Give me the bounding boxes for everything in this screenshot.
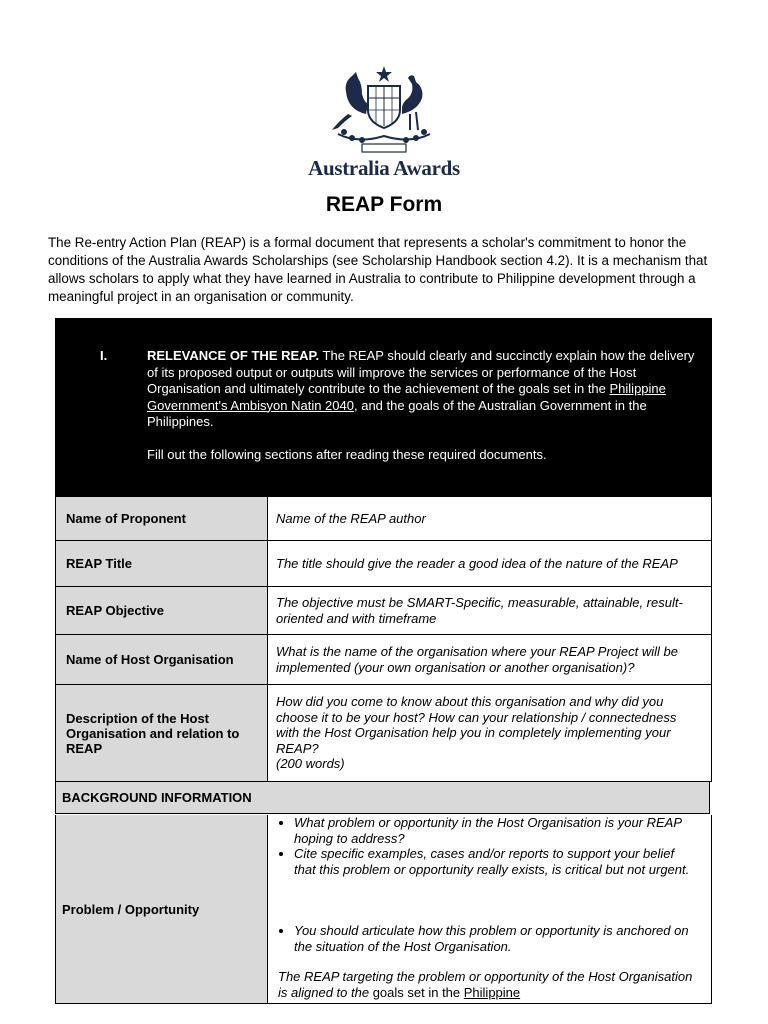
section-text-before-link: The REAP should clearly and succinctly explain how the delivery of its proposed output or outputs will improve the services or performance of the Host Organisation and ultimately contribute to the achievement of the goals set in the	[147, 348, 695, 396]
bullet-item: • You should articulate how this problem or opportunity is anchored on the situation of the Host Organisation.	[294, 923, 694, 954]
section-description	[147, 348, 707, 431]
row-value[interactable]: The title should give the reader a good idea of the nature of the REAP	[276, 555, 678, 571]
row-value[interactable]	[268, 815, 711, 1003]
section-number: I.	[100, 348, 108, 363]
row-label: Name of Host Organisation	[56, 635, 268, 684]
intro-paragraph: The Re-entry Action Plan (REAP) is a formal document that represents a scholar's commitment to honor the conditions of the Australia Awards Scholarships (see Scholarship Handbook section 4.2). It is a mechanism that allows scholars to apply what they have learned in Australia to contribute to Philippine development through a meaningful project in an organisation or community.	[48, 235, 708, 304]
section-text-after-link: , and the goals of the Australian Government in the Philippines.	[147, 397, 647, 429]
guidance-bullets	[268, 815, 694, 877]
form-title: REAP Form	[325, 193, 443, 216]
section-header	[55, 318, 712, 497]
form-row-objective	[55, 587, 712, 635]
form-row-proponent	[55, 497, 712, 541]
row-value[interactable]: What is the name of the organisation where your REAP Project will be implemented (your own organisation or another organisation)?	[276, 644, 678, 675]
row-label: REAP Title	[56, 541, 268, 586]
row-label: Problem / Opportunity	[56, 815, 268, 1003]
alignment-normal-text: goals set in the	[369, 984, 464, 1000]
row-value[interactable]	[268, 685, 711, 781]
row-label: Name of Proponent	[56, 497, 268, 540]
row-value-text: How did you come to know about this organisation and why did you choose it to be your host? How can your relationship / connectedness with the Host Organisation help you in completely implementing your REAP?	[276, 694, 677, 756]
alignment-paragraph	[278, 969, 698, 1000]
section-heading: RELEVANCE OF THE REAP.	[147, 348, 320, 363]
bullet-item: • Cite specific examples, cases and/or reports to support your belief that this problem or opportunity really exists, is critical but not urgent.	[294, 846, 694, 877]
coat-of-arms-logo	[318, 64, 450, 156]
row-label: Description of the Host Organisation and relation to REAP	[56, 685, 268, 781]
background-information-heading: BACKGROUND INFORMATION	[55, 782, 710, 814]
guidance-bullets	[268, 923, 694, 954]
ambisyon-natin-link[interactable]: Philippine Government's Ambisyon Natin 2040	[147, 381, 666, 413]
brand-wordmark: Australia Awards	[308, 156, 460, 180]
bullet-item: • What problem or opportunity in the Host Organisation is your REAP hoping to address?	[294, 815, 694, 846]
form-row-host-description	[55, 685, 712, 782]
section-note: Fill out the following sections after reading these required documents.	[147, 447, 547, 462]
form-row-host-organisation	[55, 635, 712, 685]
row-value-word-limit: (200 words)	[276, 756, 345, 772]
row-value[interactable]: The objective must be SMART-Specific, measurable, attainable, result-oriented and with timeframe	[276, 595, 683, 626]
philippine-link[interactable]: Philippine	[463, 984, 521, 1000]
alignment-italic-text: The REAP targeting the problem or opportunity of the Host Organisation is aligned to the	[278, 969, 693, 1000]
form-row-title	[55, 541, 712, 587]
form-row-problem-opportunity	[55, 815, 712, 1004]
row-value[interactable]: Name of the REAP author	[276, 510, 426, 526]
row-label: REAP Objective	[56, 587, 268, 634]
